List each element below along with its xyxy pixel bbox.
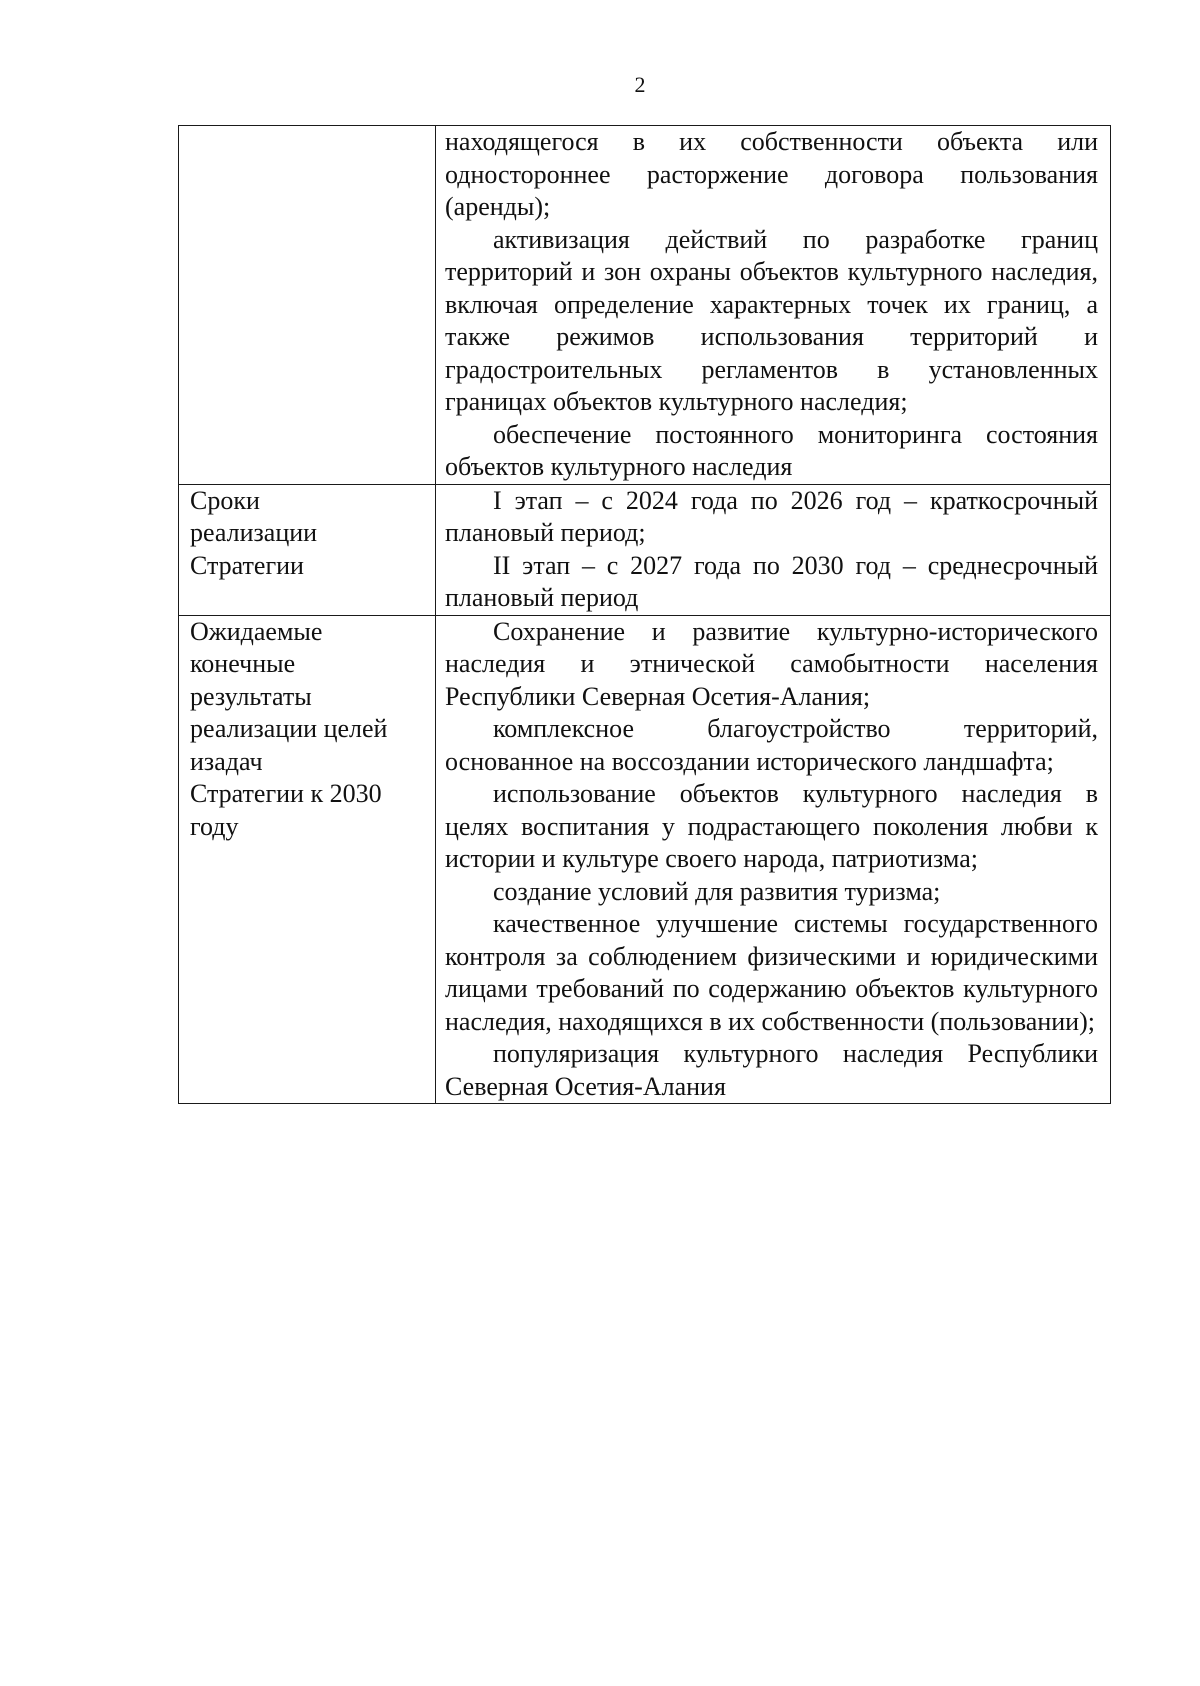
content-paragraph: I этап – с 2024 года по 2026 год – краткосрочный плановый период; bbox=[445, 485, 1098, 547]
row-label-line: Сроки bbox=[190, 485, 260, 515]
content-paragraph: активизация действий по разработке границ территорий и зон охраны объектов культурного наследия, включая определение характерных точек их границ, а также режимов использования территорий и градостроительных регламентов в установленных границах объектов культурного наследия; bbox=[445, 224, 1098, 416]
table-row bbox=[179, 615, 1111, 1104]
row-content-cell bbox=[436, 126, 1111, 485]
content-paragraph: обеспечение постоянного мониторинга состояния объектов культурного наследия bbox=[445, 419, 1098, 481]
content-paragraph: популяризация культурного наследия Республики Северная Осетия-Алания bbox=[445, 1039, 1098, 1101]
row-label-line bbox=[190, 746, 425, 779]
row-label-word: задач bbox=[203, 746, 263, 776]
row-label-line: реализации целей bbox=[190, 714, 388, 743]
row-label bbox=[190, 616, 425, 844]
content-paragraph: находящегося в их собственности объекта или одностороннее расторжение договора пользования (аренды); bbox=[445, 127, 1098, 221]
content-paragraph: комплексное благоустройство территорий, основанное на воссоздании исторического ландшафта; bbox=[445, 714, 1098, 776]
content-paragraph: качественное улучшение системы государственного контроля за соблюдением физическими и юридическими лицами требований по содержанию объектов культурного наследия, находящихся в их собственности (пользовании); bbox=[445, 909, 1098, 1036]
row-label-line: году bbox=[190, 811, 239, 841]
row-label-line: Стратегии к 2030 bbox=[190, 779, 382, 808]
row-label bbox=[190, 485, 425, 583]
row-label-cell bbox=[179, 615, 436, 1104]
row-label-line: реализации bbox=[190, 518, 318, 547]
content-paragraph: использование объектов культурного наследия в целях воспитания у подрастающего поколения любви к истории и культуре своего народа, патриотизма; bbox=[445, 779, 1098, 873]
content-paragraph: Сохранение и развитие культурно-исторического наследия и этнической самобытности населения Республики Северная Осетия-Алания; bbox=[445, 616, 1098, 711]
row-label-cell bbox=[179, 484, 436, 615]
row-label-line: Стратегии bbox=[190, 550, 304, 580]
table-row bbox=[179, 126, 1111, 485]
content-paragraph: II этап – с 2027 года по 2030 год – среднесрочный плановый период bbox=[445, 550, 1098, 612]
row-content-cell bbox=[436, 615, 1111, 1104]
row-label-line: Ожидаемые bbox=[190, 616, 323, 646]
strategy-table bbox=[178, 125, 1111, 1104]
row-label-line: конечные bbox=[190, 649, 296, 678]
row-label-cell bbox=[179, 126, 436, 485]
row-content-cell bbox=[436, 484, 1111, 615]
row-label-word: и bbox=[190, 746, 204, 776]
page-number: 2 bbox=[634, 72, 646, 97]
content-paragraph: создание условий для развития туризма; bbox=[493, 876, 941, 906]
row-label-line: результаты bbox=[190, 681, 312, 711]
table-row bbox=[179, 484, 1111, 615]
